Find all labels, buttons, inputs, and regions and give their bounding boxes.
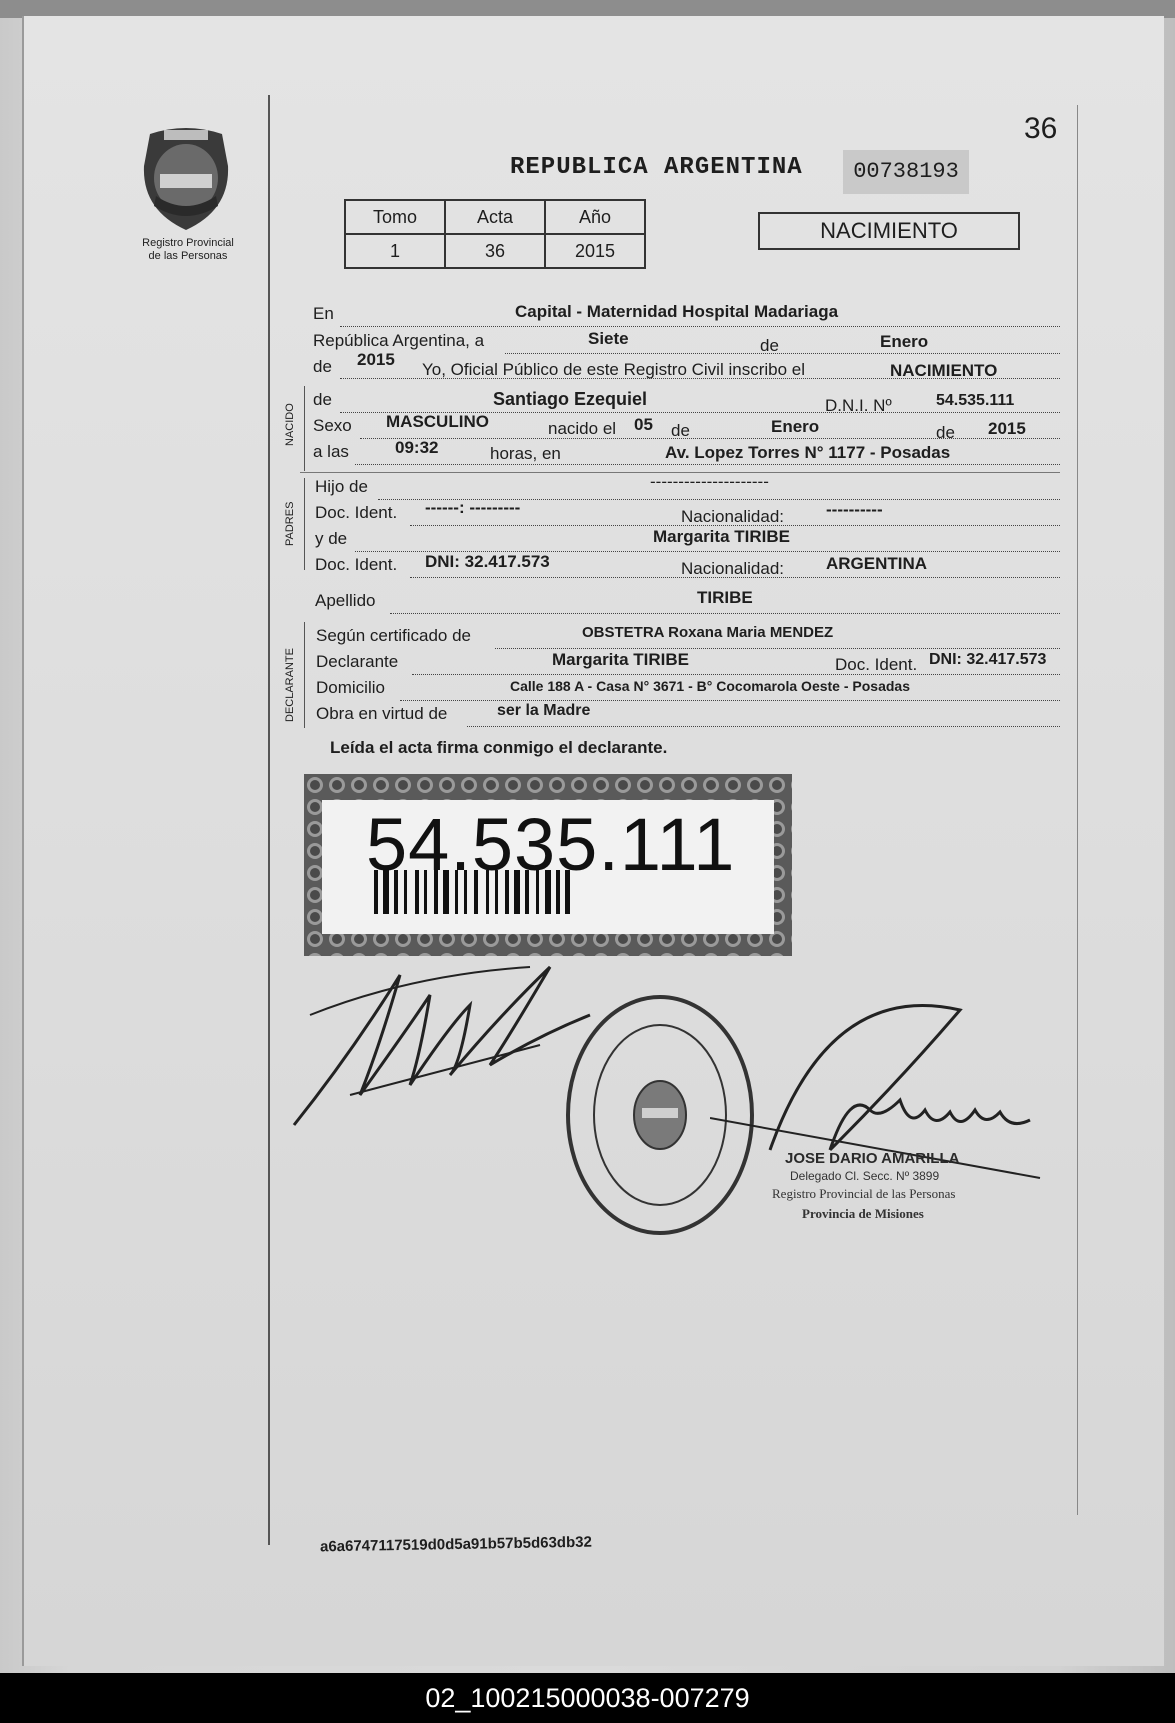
padres-side-label: PADRES [284,501,296,546]
registry-line-1: Registro Provincial [142,237,234,249]
acta-value: 36 [445,234,545,268]
mother-nat: ARGENTINA [826,554,928,573]
tomo-header: Tomo [345,200,445,234]
dotted-line [390,613,1060,615]
horas-label: horas, en [490,444,561,463]
sexo-label: Sexo [313,416,352,435]
en-value: Capital - Maternidad Hospital Madariaga [515,302,839,321]
act-type-box: NACIMIENTO [758,212,1020,250]
official-name: JOSE DARIO AMARILLA [785,1150,960,1167]
de-label: de [760,336,779,355]
registry-line-2: de las Personas [148,250,228,262]
dotted-line [505,353,1060,355]
month-value: Enero [880,332,929,351]
provincial-seal-icon [138,126,234,234]
mother-doc: DNI: 32.417.573 [425,552,550,571]
left-margin-line [268,95,270,1545]
inscribo-value: NACIMIENTO [890,361,998,380]
tomo-acta-table [344,199,646,269]
father-doc-label: Doc. Ident. [315,503,398,522]
leida-statement: Leída el acta firma conmigo el declarante. [330,738,668,757]
dotted-line [412,674,1060,676]
anio-header: Año [545,200,645,234]
nacido-label: nacido el [548,419,617,438]
dni-label: D.N.I. Nº [825,396,892,415]
born-de-label: de [313,390,332,409]
born-place: Av. Lopez Torres N° 1177 - Posadas [665,443,951,462]
declarante-label: Declarante [316,652,399,671]
segun-label: Según certificado de [316,626,471,645]
section-bar [304,478,305,570]
father-nat: ---------- [826,500,883,519]
sticker-dni-number: 54.535.111 [366,803,736,886]
declarante-side-label: DECLARANTE [284,648,296,722]
image-id-footer: 02_100215000038-007279 [0,1673,1175,1723]
born-month: Enero [771,417,820,436]
dotted-line [355,464,1060,466]
inscribo-text: Yo, Oficial Público de este Registro Civil inscribo el [422,360,805,379]
sexo-value: MASCULINO [386,412,489,431]
mother-nat-label: Nacionalidad: [681,559,785,578]
signature-left [290,955,600,1130]
certificado-value: OBSTETRA Roxana Maria MENDEZ [582,624,834,641]
born-de2-label: de [671,421,690,440]
nacido-side-label: NACIDO [284,403,296,446]
apellido-label: Apellido [315,591,376,610]
dotted-line [360,438,1060,440]
mother-doc-label: Doc. Ident. [315,555,398,574]
born-day: 05 [634,415,653,434]
official-line2: Delegado Cl. Secc. Nº 3899 [790,1169,940,1183]
yde-label: y de [315,529,348,548]
born-dni: 54.535.111 [936,392,1015,409]
mother-name: Margarita TIRIBE [653,527,790,546]
father-doc: ------: --------- [425,498,521,517]
republica-label: República Argentina, a [313,331,485,350]
born-name: Santiago Ezequiel [493,389,648,409]
father-nat-label: Nacionalidad: [681,507,785,526]
anio-value: 2015 [545,234,645,268]
obra-label: Obra en virtud de [316,704,448,723]
en-label: En [313,304,334,323]
acta-header: Acta [445,200,545,234]
document-hash: a6a6747117519d0d5a91b57b5d63db32 [319,1533,593,1556]
hijo-label: Hijo de [315,477,368,496]
tomo-value: 1 [345,234,445,268]
declarante-value: Margarita TIRIBE [552,650,689,669]
born-year: 2015 [988,419,1026,438]
dotted-line [467,726,1060,728]
dotted-line [340,326,1060,328]
serial-number: 00738193 [843,150,969,194]
section-bar [304,386,305,471]
day-word: Siete [588,329,629,348]
obra-value: ser la Madre [497,702,591,719]
father-name: --------------------- [650,472,769,491]
registry-name [118,237,258,263]
domicilio-label: Domicilio [316,678,385,697]
alas-label: a las [313,442,349,461]
official-line4: Provincia de Misiones [802,1206,924,1221]
domicilio-value: Calle 188 A - Casa N° 3671 - B° Cocomarola Oeste - Posadas [510,678,910,694]
year-value: 2015 [357,350,395,369]
country-title: REPUBLICA ARGENTINA [510,154,803,181]
page-number: 36 [1024,112,1058,145]
born-de3-label: de [936,423,955,442]
declarante-doc: DNI: 32.417.573 [929,651,1047,668]
born-time: 09:32 [395,438,439,457]
de2-label: de [313,357,332,376]
official-line3: Registro Provincial de las Personas [772,1186,956,1201]
section-bar [304,622,305,728]
declarante-doc-label: Doc. Ident. [835,655,918,674]
apellido-value: TIRIBE [697,588,753,607]
right-margin-line [1077,105,1078,1515]
